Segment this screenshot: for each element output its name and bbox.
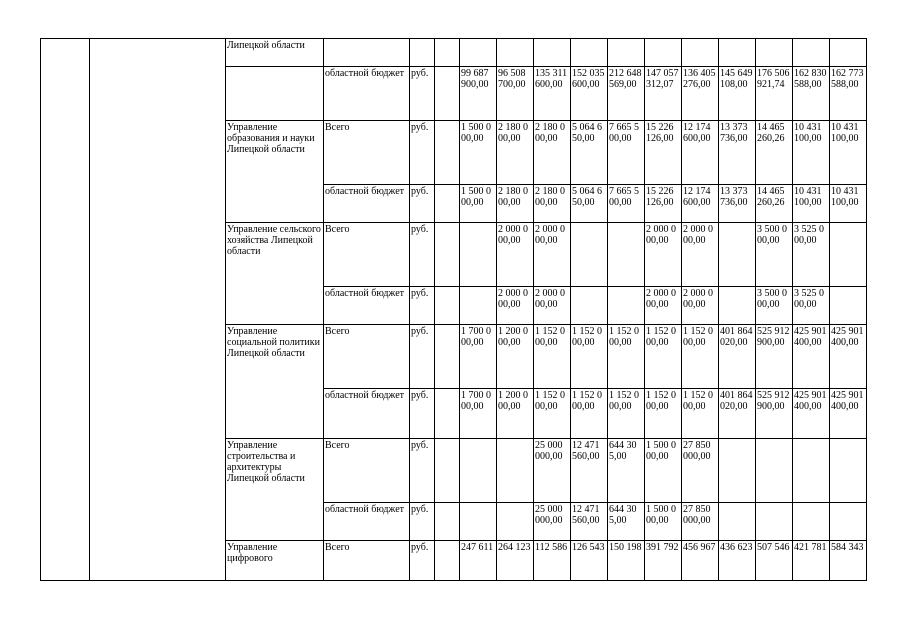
unit-cell: руб.: [410, 287, 435, 325]
value-cell: 1 700 000,00: [460, 389, 497, 439]
value-cell: 25 000 000,00: [534, 439, 571, 503]
value-cell: 10 431 100,00: [793, 185, 830, 223]
value-cell: 25 000 000,00: [534, 503, 571, 541]
value-cell: [830, 223, 867, 287]
value-cell: [608, 39, 645, 67]
value-cell: 12 174 600,00: [682, 185, 719, 223]
value-cell: 2 000 000,00: [682, 287, 719, 325]
value-cell: 152 035 600,00: [571, 67, 608, 121]
value-cell: 15 226 126,00: [645, 121, 682, 185]
value-cell: 1 152 000,00: [682, 325, 719, 389]
value-cell: 1 500 000,00: [645, 503, 682, 541]
value-cell: [719, 503, 756, 541]
value-cell: 1 200 000,00: [497, 389, 534, 439]
unit-cell: руб.: [410, 503, 435, 541]
value-cell: 1 152 000,00: [682, 389, 719, 439]
value-cell: 2 000 000,00: [534, 287, 571, 325]
value-cell: [497, 39, 534, 67]
value-cell: 1 700 000,00: [460, 325, 497, 389]
empty-cell: [435, 121, 460, 185]
budget-table: [40, 38, 867, 581]
value-cell: 3 525 000,00: [793, 287, 830, 325]
value-cell: [571, 223, 608, 287]
empty-cell: [435, 39, 460, 67]
value-cell: 525 912 900,00: [756, 389, 793, 439]
empty-cell: [435, 325, 460, 389]
value-cell: 96 508 700,00: [497, 67, 534, 121]
value-cell: 27 850 000,00: [682, 439, 719, 503]
value-cell: [608, 223, 645, 287]
value-cell: [497, 503, 534, 541]
value-cell: [645, 39, 682, 67]
value-cell: 10 431 100,00: [793, 121, 830, 185]
value-cell: 584 343: [830, 541, 867, 581]
value-cell: 12 471 560,00: [571, 503, 608, 541]
value-cell: 1 500 000,00: [645, 439, 682, 503]
value-cell: [719, 287, 756, 325]
org-cell: Управление строительства и архитектуры Липецкой области: [226, 439, 324, 541]
value-cell: 10 431 100,00: [830, 121, 867, 185]
funding-source-cell: областной бюджет: [324, 67, 410, 121]
value-cell: 2 180 000,00: [534, 185, 571, 223]
value-cell: [460, 223, 497, 287]
value-cell: [460, 439, 497, 503]
value-cell: 1 152 000,00: [571, 389, 608, 439]
value-cell: 1 152 000,00: [534, 325, 571, 389]
value-cell: 644 305,00: [608, 503, 645, 541]
value-cell: 2 000 000,00: [645, 223, 682, 287]
value-cell: 162 773 588,00: [830, 67, 867, 121]
value-cell: 1 500 000,00: [460, 185, 497, 223]
value-cell: 247 611: [460, 541, 497, 581]
funding-source-cell: областной бюджет: [324, 389, 410, 439]
value-cell: 2 000 000,00: [497, 223, 534, 287]
value-cell: 5 064 650,00: [571, 185, 608, 223]
value-cell: [608, 287, 645, 325]
unit-cell: руб.: [410, 223, 435, 287]
value-cell: 212 648 569,00: [608, 67, 645, 121]
value-cell: 7 665 500,00: [608, 121, 645, 185]
value-cell: 27 850 000,00: [682, 503, 719, 541]
empty-cell: [435, 223, 460, 287]
org-cell: Управление образования и науки Липецкой области: [226, 121, 324, 223]
left-blank-column: [41, 39, 90, 581]
value-cell: 425 901 400,00: [830, 325, 867, 389]
empty-cell: [435, 67, 460, 121]
value-cell: [571, 287, 608, 325]
org-cell: Липецкой области: [226, 39, 324, 67]
funding-source-cell: [324, 39, 410, 67]
unit-cell: руб.: [410, 121, 435, 185]
value-cell: 2 000 000,00: [534, 223, 571, 287]
empty-cell: [435, 439, 460, 503]
table-row: [41, 39, 867, 67]
value-cell: 1 152 000,00: [645, 325, 682, 389]
value-cell: 10 431 100,00: [830, 185, 867, 223]
value-cell: 1 200 000,00: [497, 325, 534, 389]
unit-cell: руб.: [410, 325, 435, 389]
value-cell: 436 623: [719, 541, 756, 581]
value-cell: [497, 439, 534, 503]
org-cell: Управление сельского хозяйства Липецкой области: [226, 223, 324, 325]
value-cell: 162 830 588,00: [793, 67, 830, 121]
value-cell: 401 864 020,00: [719, 389, 756, 439]
value-cell: 425 901 400,00: [793, 389, 830, 439]
value-cell: 136 405 276,00: [682, 67, 719, 121]
value-cell: 2 000 000,00: [497, 287, 534, 325]
value-cell: [682, 39, 719, 67]
value-cell: 2 000 000,00: [645, 287, 682, 325]
value-cell: [830, 39, 867, 67]
value-cell: 1 152 000,00: [645, 389, 682, 439]
value-cell: 99 687 900,00: [460, 67, 497, 121]
value-cell: [793, 439, 830, 503]
value-cell: 425 901 400,00: [793, 325, 830, 389]
value-cell: 1 500 000,00: [460, 121, 497, 185]
value-cell: 507 546: [756, 541, 793, 581]
value-cell: 145 649 108,00: [719, 67, 756, 121]
unit-cell: руб.: [410, 541, 435, 581]
value-cell: [756, 503, 793, 541]
unit-cell: руб.: [410, 439, 435, 503]
value-cell: 401 864 020,00: [719, 325, 756, 389]
org-cell: Управление цифрового: [226, 541, 324, 581]
unit-cell: руб.: [410, 67, 435, 121]
value-cell: [460, 39, 497, 67]
funding-source-cell: Всего: [324, 223, 410, 287]
empty-cell: [435, 287, 460, 325]
value-cell: 13 373 736,00: [719, 121, 756, 185]
value-cell: [534, 39, 571, 67]
value-cell: [756, 439, 793, 503]
org-cell: Управление социальной политики Липецкой области: [226, 325, 324, 439]
value-cell: 15 226 126,00: [645, 185, 682, 223]
value-cell: [719, 39, 756, 67]
value-cell: [571, 39, 608, 67]
empty-cell: [435, 185, 460, 223]
program-column: [90, 39, 226, 581]
funding-source-cell: Всего: [324, 121, 410, 185]
empty-cell: [435, 503, 460, 541]
value-cell: 425 901 400,00: [830, 389, 867, 439]
value-cell: 264 123: [497, 541, 534, 581]
empty-cell: [435, 541, 460, 581]
table-body: [41, 39, 867, 581]
funding-source-cell: Всего: [324, 325, 410, 389]
value-cell: 150 198: [608, 541, 645, 581]
value-cell: [830, 439, 867, 503]
value-cell: [830, 287, 867, 325]
funding-source-cell: Всего: [324, 439, 410, 503]
value-cell: [793, 39, 830, 67]
value-cell: 3 500 000,00: [756, 287, 793, 325]
value-cell: 112 586: [534, 541, 571, 581]
value-cell: [719, 439, 756, 503]
value-cell: 5 064 650,00: [571, 121, 608, 185]
value-cell: 3 525 000,00: [793, 223, 830, 287]
value-cell: [830, 503, 867, 541]
value-cell: 7 665 500,00: [608, 185, 645, 223]
value-cell: 2 000 000,00: [682, 223, 719, 287]
value-cell: 391 792: [645, 541, 682, 581]
unit-cell: руб.: [410, 389, 435, 439]
value-cell: [756, 39, 793, 67]
value-cell: 1 152 000,00: [571, 325, 608, 389]
value-cell: 13 373 736,00: [719, 185, 756, 223]
unit-cell: руб.: [410, 185, 435, 223]
value-cell: 14 465 260,26: [756, 121, 793, 185]
value-cell: 2 180 000,00: [497, 121, 534, 185]
value-cell: 176 506 921,74: [756, 67, 793, 121]
value-cell: 1 152 000,00: [608, 389, 645, 439]
value-cell: 1 152 000,00: [608, 325, 645, 389]
value-cell: 644 305,00: [608, 439, 645, 503]
value-cell: [460, 287, 497, 325]
value-cell: 135 311 600,00: [534, 67, 571, 121]
value-cell: 1 152 000,00: [534, 389, 571, 439]
funding-source-cell: областной бюджет: [324, 503, 410, 541]
value-cell: 12 174 600,00: [682, 121, 719, 185]
value-cell: 2 180 000,00: [497, 185, 534, 223]
value-cell: 126 543: [571, 541, 608, 581]
org-cell: [226, 67, 324, 121]
value-cell: 3 500 000,00: [756, 223, 793, 287]
value-cell: 525 912 900,00: [756, 325, 793, 389]
value-cell: [719, 223, 756, 287]
value-cell: 2 180 000,00: [534, 121, 571, 185]
funding-source-cell: областной бюджет: [324, 185, 410, 223]
empty-cell: [435, 389, 460, 439]
funding-source-cell: Всего: [324, 541, 410, 581]
value-cell: 147 057 312,07: [645, 67, 682, 121]
unit-cell: [410, 39, 435, 67]
value-cell: 421 781: [793, 541, 830, 581]
funding-source-cell: областной бюджет: [324, 287, 410, 325]
value-cell: [793, 503, 830, 541]
value-cell: [460, 503, 497, 541]
value-cell: 456 967: [682, 541, 719, 581]
value-cell: 12 471 560,00: [571, 439, 608, 503]
value-cell: 14 465 260,26: [756, 185, 793, 223]
